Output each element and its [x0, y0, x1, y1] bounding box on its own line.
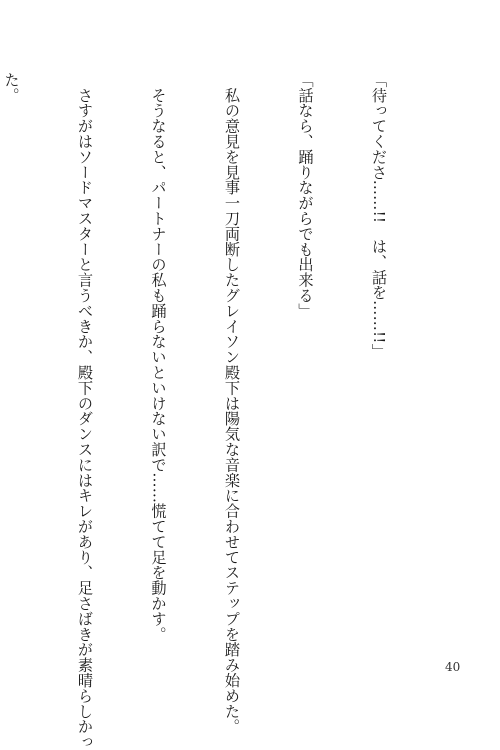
- page-number: 40: [445, 660, 461, 674]
- text-line: そうなると、パートナーの私も踊らないといけない訳で……慌てて足を動かす。: [149, 72, 168, 642]
- text-line: 私の意見を見事一刀両断したグレイソン殿下は陽気な音楽に合わせてステップを踏み始めた。: [223, 72, 241, 735]
- text-line: さすがはソードマスターと言うべきか、殿下のダンスにはキレがあり、足さばきが素晴らしかっ: [76, 72, 94, 750]
- text-line: 「話なら、踊りながらでも出来る」: [296, 72, 315, 319]
- vertical-text-block: [2, 72, 440, 750]
- text-line: 「待ってくださ……!! は、話を……!!」: [370, 72, 388, 359]
- text-line: た。: [2, 72, 21, 103]
